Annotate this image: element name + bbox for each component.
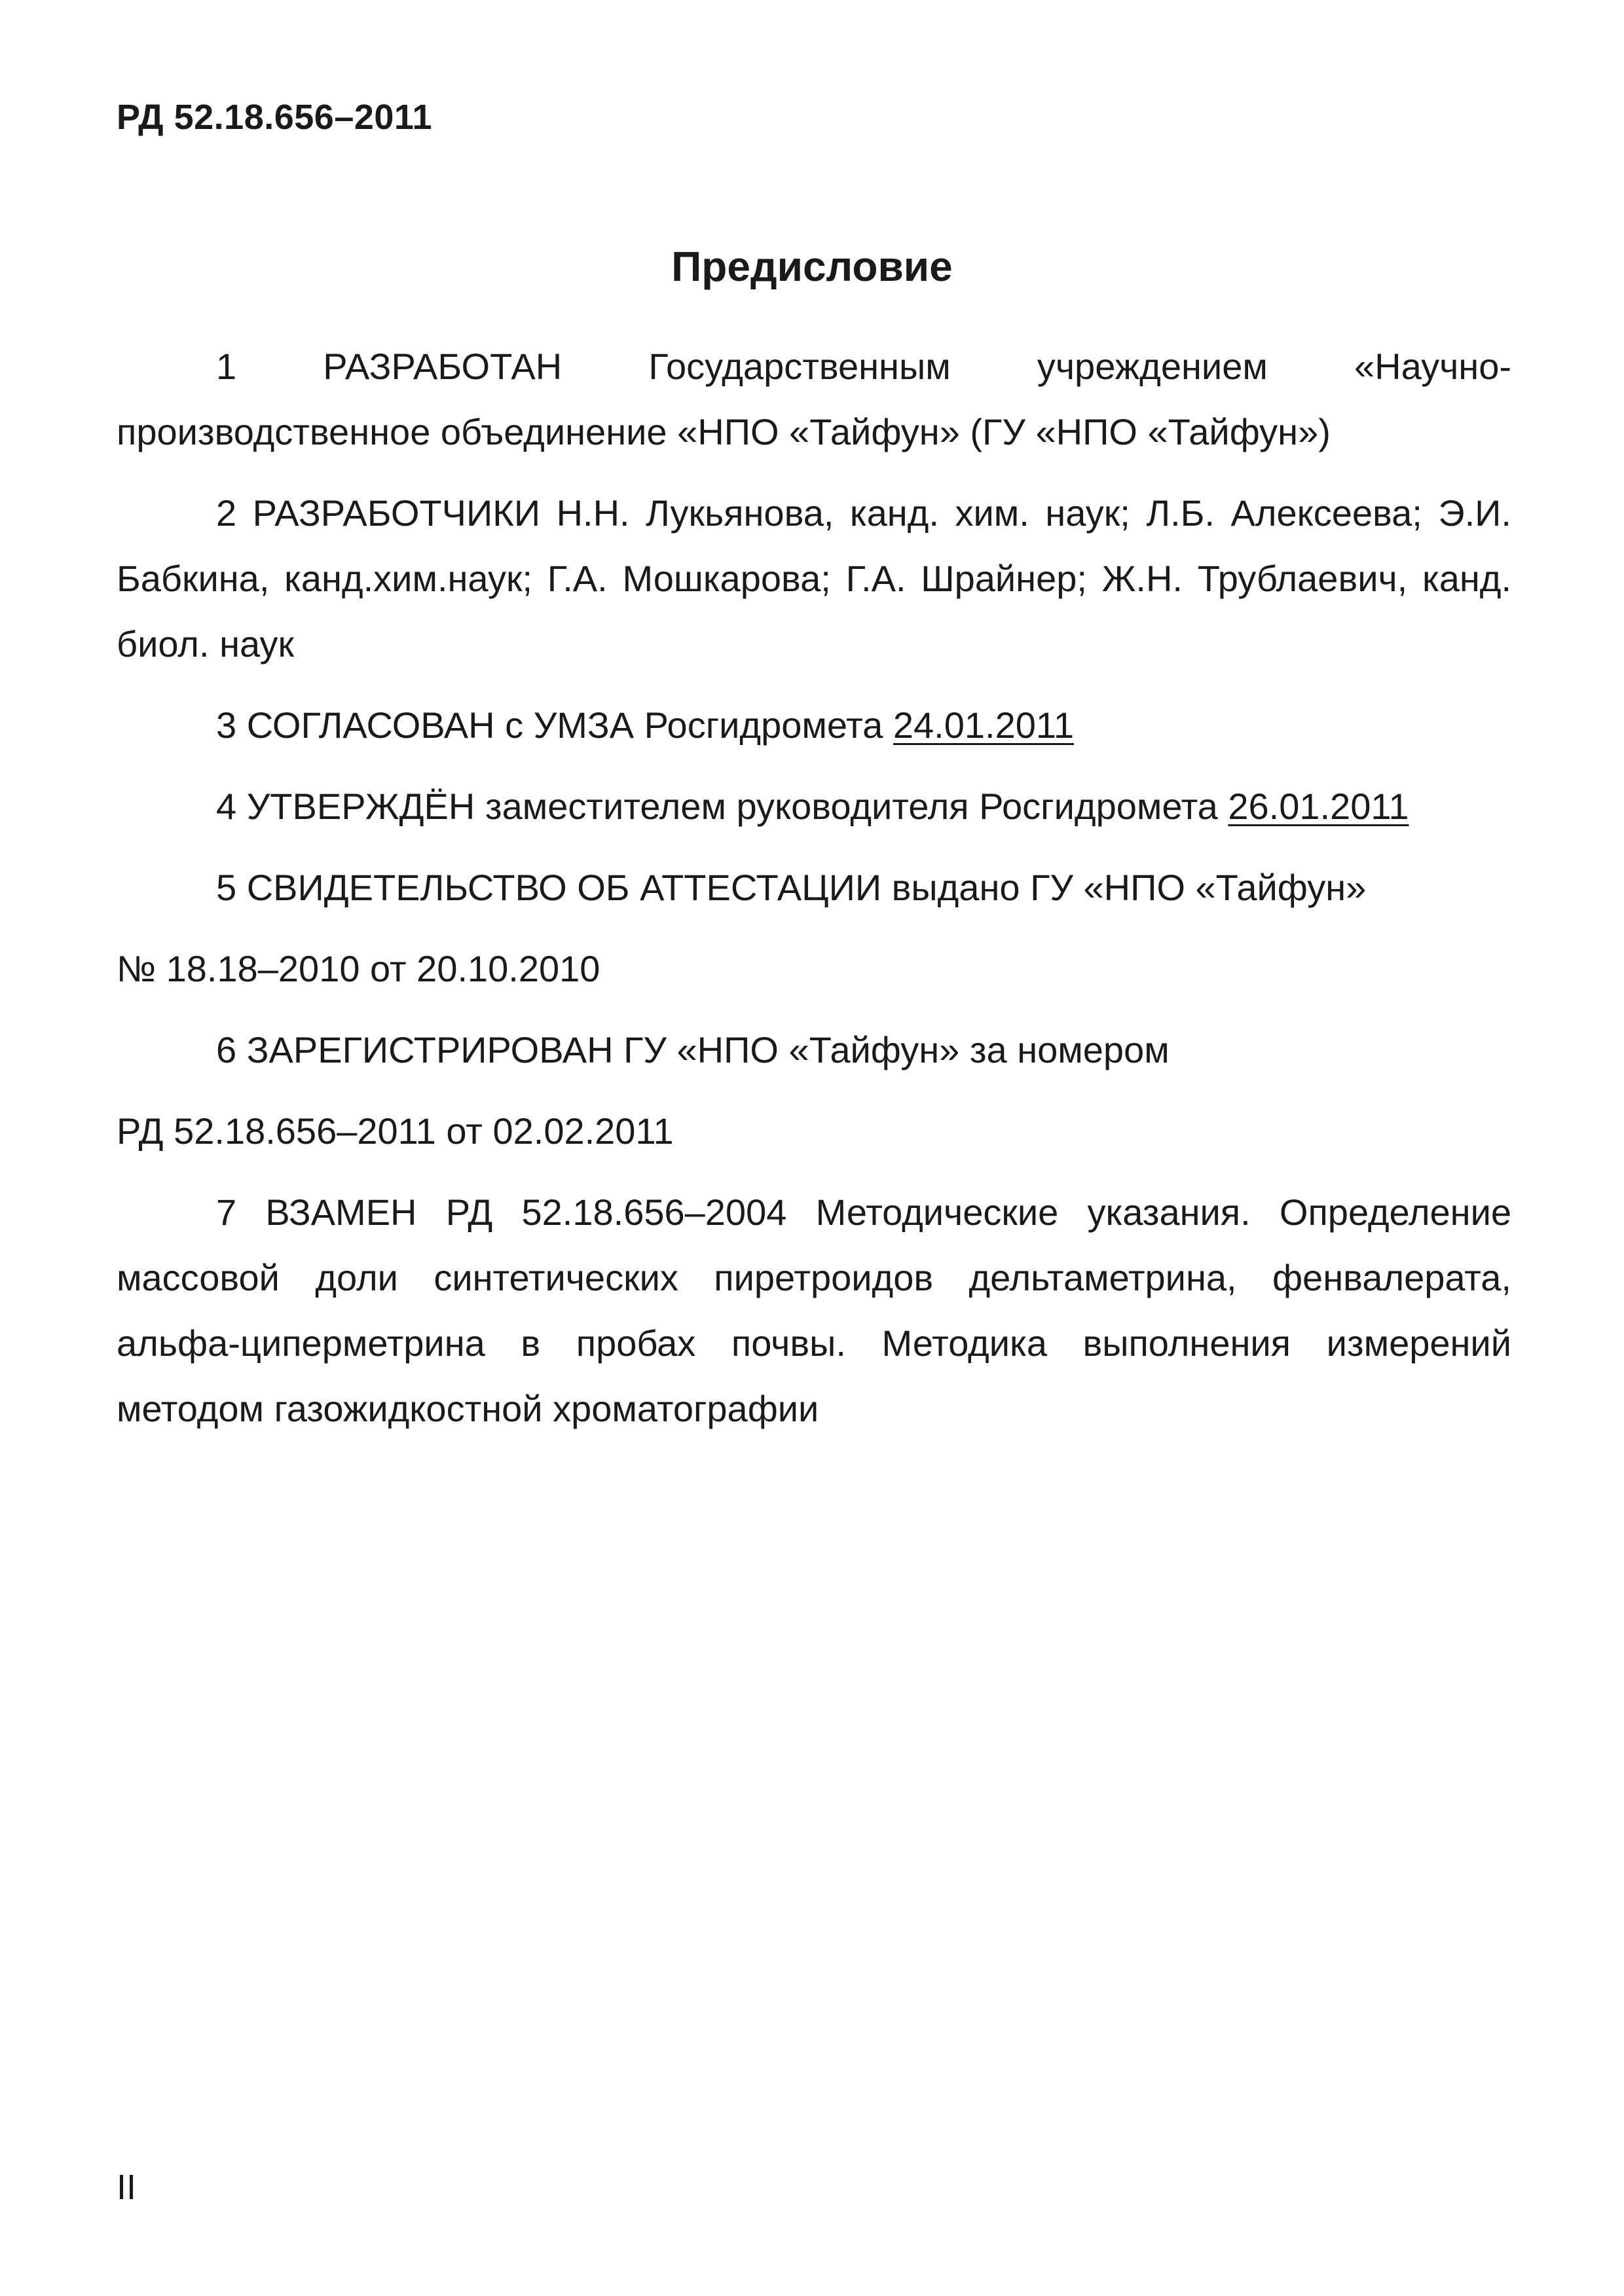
foreword-body — [117, 334, 1511, 1457]
item-agreed-text: 3 СОГЛАСОВАН с УМЗА Росгидромета — [216, 704, 893, 746]
item-certificate-number: № 18.18–2010 от 20.10.2010 — [117, 948, 600, 989]
item-developers: 2 РАЗРАБОТЧИКИ Н.Н. Лукьянова, канд. хим. наук; Л.Б. Алексеева; Э.И. Бабкина, канд.хим.наук; Г.А. Мошкарова; Г.А. Шрайнер; Ж.Н. Трублаевич, канд. биол. наук — [117, 492, 1511, 665]
item-registered: 6 ЗАРЕГИСТРИРОВАН ГУ «НПО «Тайфун» за номером — [216, 1029, 1170, 1070]
item-registered-number: РД 52.18.656–2011 от 02.02.2011 — [117, 1110, 674, 1152]
document-code: РД 52.18.656–2011 — [117, 98, 433, 137]
page-number: II — [117, 2168, 137, 2207]
item-replaces: 7 ВЗАМЕН РД 52.18.656–2004 Методические указания. Определение массовой доли синтетических пиретроидов дельтаметрина, фенвалерата, альфа-циперметрина в пробах почвы. Методика выполнения измерений методом газожидкостной хроматографии — [117, 1192, 1511, 1429]
item-developed: 1 РАЗРАБОТАН Государственным учреждением «Научно-производственное объединение «НПО «Тайфун» (ГУ «НПО «Тайфун») — [117, 346, 1511, 452]
item-agreed-date: 24.01.2011 — [893, 704, 1074, 746]
page-title: Предисловие — [671, 243, 953, 290]
item-certificate: 5 СВИДЕТЕЛЬСТВО ОБ АТТЕСТАЦИИ выдано ГУ «НПО «Тайфун» — [216, 867, 1367, 908]
item-approved-date: 26.01.2011 — [1228, 786, 1409, 827]
item-agreed — [117, 693, 1511, 758]
item-approved — [117, 774, 1511, 839]
item-approved-text: 4 УТВЕРЖДЁН заместителем руководителя Росгидромета — [216, 786, 1228, 827]
